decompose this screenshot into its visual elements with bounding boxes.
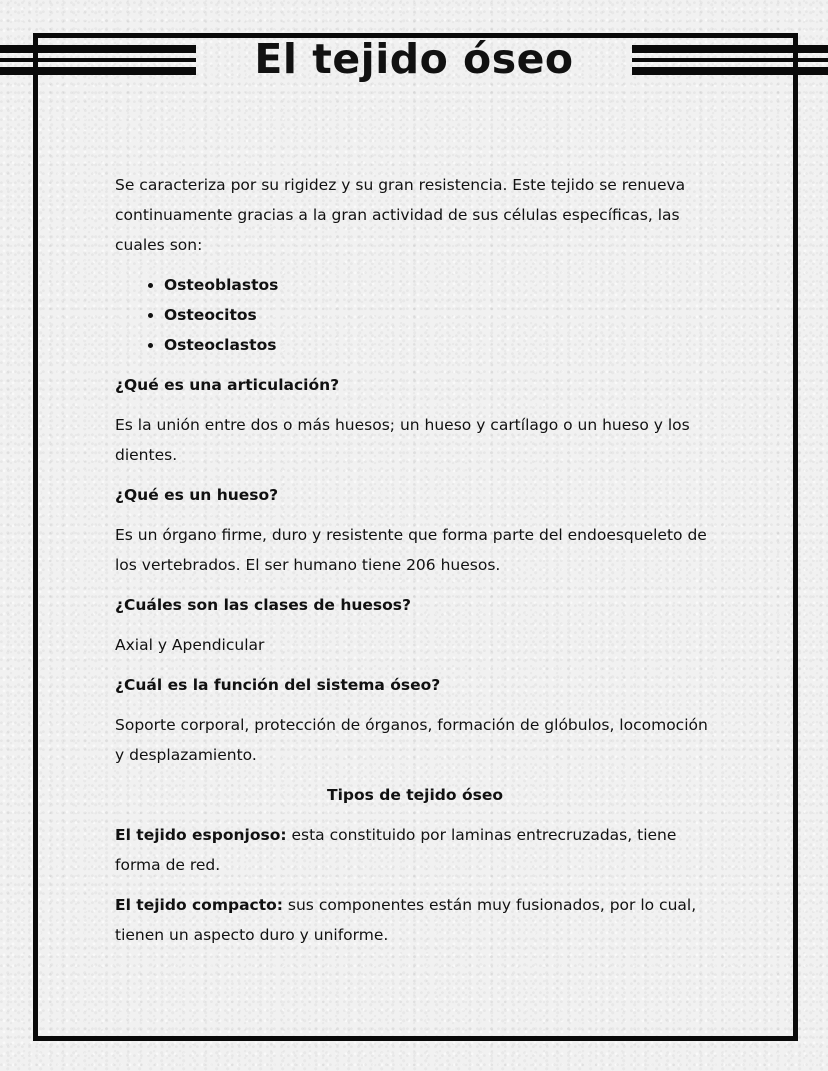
document-body [115,170,715,960]
type-paragraph [115,820,715,880]
type-term: El tejido esponjoso: [115,826,287,844]
page-title: El tejido óseo [254,35,574,83]
cell-list-item: • Osteoclastos [164,330,715,360]
answer-paragraph: Axial y Apendicular [115,636,265,654]
cell-list-item: • Osteoblastos [164,270,715,300]
answer-paragraph: Soporte corporal, protección de órganos, formación de glóbulos, locomoción y desplazamiento. [115,716,708,764]
type-description: sus componentes están muy fusionados, por lo cual, tienen un aspecto duro y uniforme. [115,896,697,944]
question-heading: ¿Qué es una articulación? [115,376,340,394]
types-section-title: Tipos de tejido óseo [327,786,503,804]
answer-paragraph: Es la unión entre dos o más huesos; un hueso y cartílago o un hueso y los dientes. [115,416,690,464]
title-stripes-left [0,45,196,76]
intro-paragraph: Se caracteriza por su rigidez y su gran resistencia. Este tejido se renueva continuamente gracias a la gran actividad de sus células específicas, las cuales son: [115,176,686,254]
question-heading: ¿Cuál es la función del sistema óseo? [115,676,441,694]
cell-list [115,270,715,360]
type-description: esta constituido por laminas entrecruzadas, tiene forma de red. [115,826,677,874]
cell-list-item: • Osteocitos [164,300,715,330]
title-banner [0,35,828,83]
type-paragraph [115,890,715,950]
answer-paragraph: Es un órgano firme, duro y resistente que forma parte del endoesqueleto de los vertebrados. El ser humano tiene 206 huesos. [115,526,707,574]
type-term: El tejido compacto: [115,896,283,914]
title-stripes-right [632,45,828,76]
question-heading: ¿Cuáles son las clases de huesos? [115,596,412,614]
question-heading: ¿Qué es un hueso? [115,486,279,504]
